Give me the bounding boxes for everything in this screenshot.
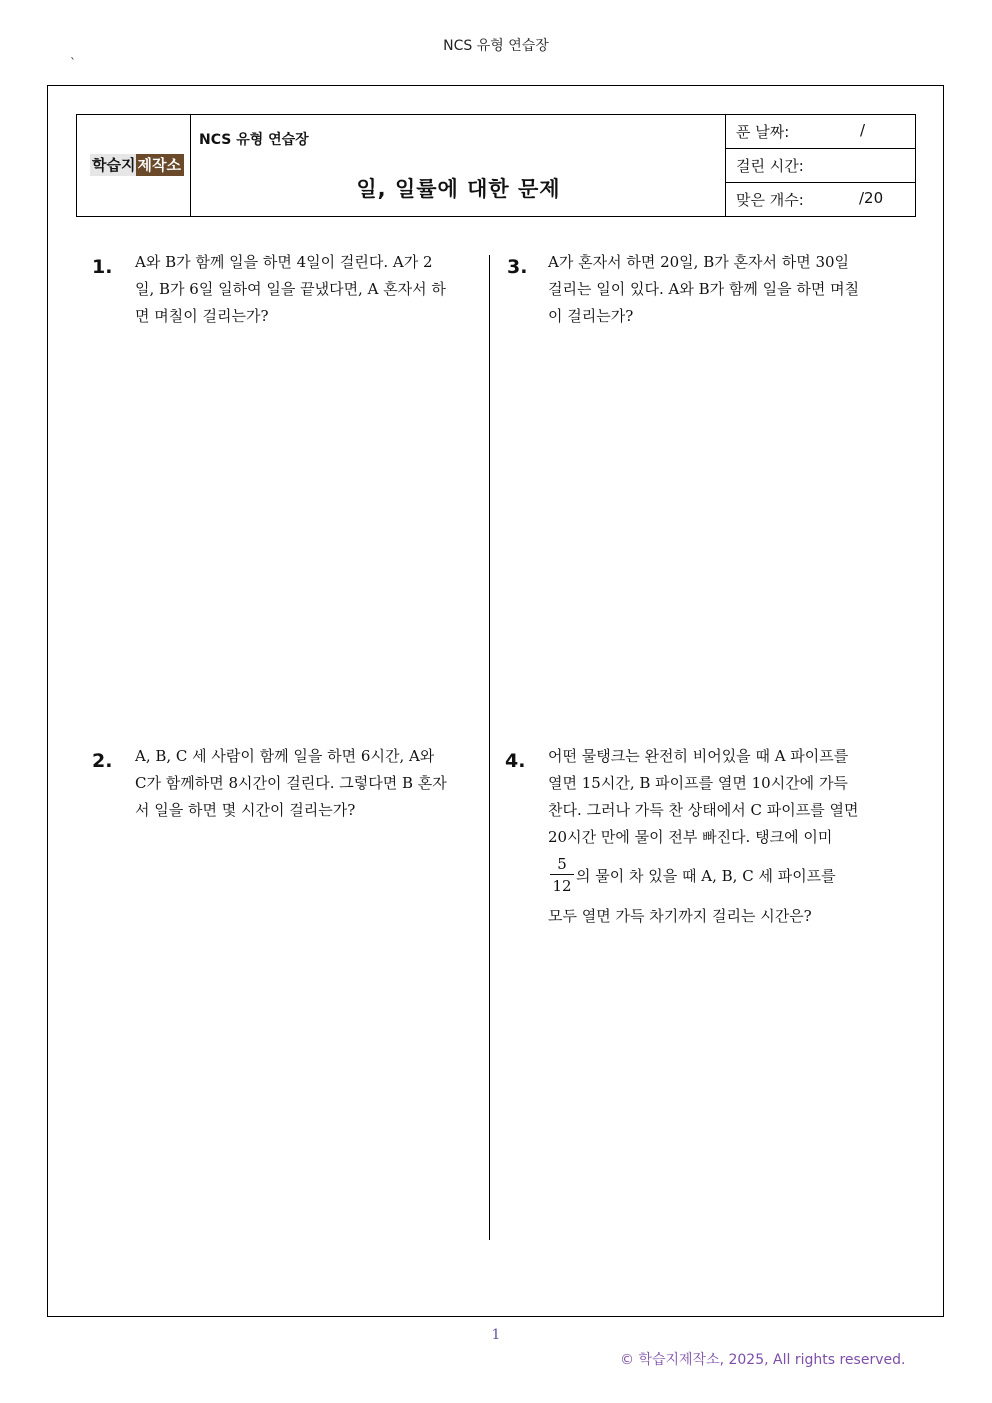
problem-2-line: C가 함께하면 8시간이 걸린다. 그렇다면 B 혼자 (135, 774, 447, 792)
fraction-bar (550, 874, 574, 875)
problem-3-line: 이 걸리는가? (548, 307, 634, 325)
problem-text-1 (135, 249, 480, 330)
date-label: 푼 날짜: (736, 123, 790, 141)
problem-text-2 (135, 743, 480, 824)
problem-3-line: 걸리는 일이 있다. A와 B가 함께 일을 하면 며칠 (548, 280, 860, 298)
date-row (726, 115, 915, 149)
problem-4-line: 찬다. 그러나 가득 찬 상태에서 C 파이프를 열면 (548, 801, 859, 819)
score-total: /20 (859, 189, 884, 207)
time-label: 걸린 시간: (736, 157, 804, 175)
problem-1-line: 일, B가 6일 일하여 일을 끝냈다면, A 혼자서 하 (135, 280, 446, 298)
problem-2-line: A, B, C 세 사람이 함께 일을 하면 6시간, A와 (135, 747, 435, 765)
score-row (726, 183, 915, 217)
problem-4-fraction-text: 의 물이 차 있을 때 A, B, C 세 파이프를 (576, 867, 836, 885)
brand-logo (90, 154, 184, 176)
fraction (548, 855, 576, 895)
doc-title: 일, 일률에 대한 문제 (356, 177, 561, 201)
problem-number-4: 4. (505, 750, 526, 772)
problem-number-2: 2. (92, 750, 113, 772)
copyright-notice: © 학습지제작소, 2025, All rights reserved. (620, 1352, 906, 1368)
problem-text-4 (548, 743, 892, 851)
title-cell (191, 115, 726, 216)
problem-text-3 (548, 249, 892, 330)
logo-text-part2: 제작소 (136, 154, 183, 176)
page-number: 1 (491, 1327, 501, 1343)
stray-mark: ` (70, 56, 76, 70)
logo-text-part1: 학습지 (92, 156, 136, 174)
meta-cell (726, 115, 915, 216)
problem-4-last-line: 모두 열면 가득 차기까지 걸리는 시간은? (548, 907, 812, 925)
problem-number-1: 1. (92, 256, 113, 278)
problem-4-fraction-line (548, 855, 892, 901)
problem-3-line: A가 혼자서 하면 20일, B가 혼자서 하면 30일 (548, 253, 850, 271)
fraction-numerator: 5 (557, 855, 567, 873)
time-row (726, 149, 915, 183)
column-divider (489, 255, 490, 1240)
worksheet-header (76, 114, 916, 217)
fraction-denominator: 12 (552, 877, 572, 895)
problem-4-line: 어떤 물탱크는 완전히 비어있을 때 A 파이프를 (548, 747, 849, 765)
date-separator: / (860, 121, 866, 139)
page-header: NCS 유형 연습장 (443, 38, 549, 54)
problem-number-3: 3. (507, 256, 528, 278)
logo-cell (77, 115, 191, 216)
problem-4-line: 열면 15시간, B 파이프를 열면 10시간에 가득 (548, 774, 848, 792)
problem-1-line: A와 B가 함께 일을 하면 4일이 걸린다. A가 2 (135, 253, 433, 271)
problem-2-line: 서 일을 하면 몇 시간이 걸리는가? (135, 801, 356, 819)
problem-1-line: 면 며칠이 걸리는가? (135, 307, 269, 325)
score-label: 맞은 개수: (736, 191, 804, 209)
doc-label: NCS 유형 연습장 (199, 132, 309, 148)
problem-4-line: 20시간 만에 물이 전부 빠진다. 탱크에 이미 (548, 828, 833, 846)
